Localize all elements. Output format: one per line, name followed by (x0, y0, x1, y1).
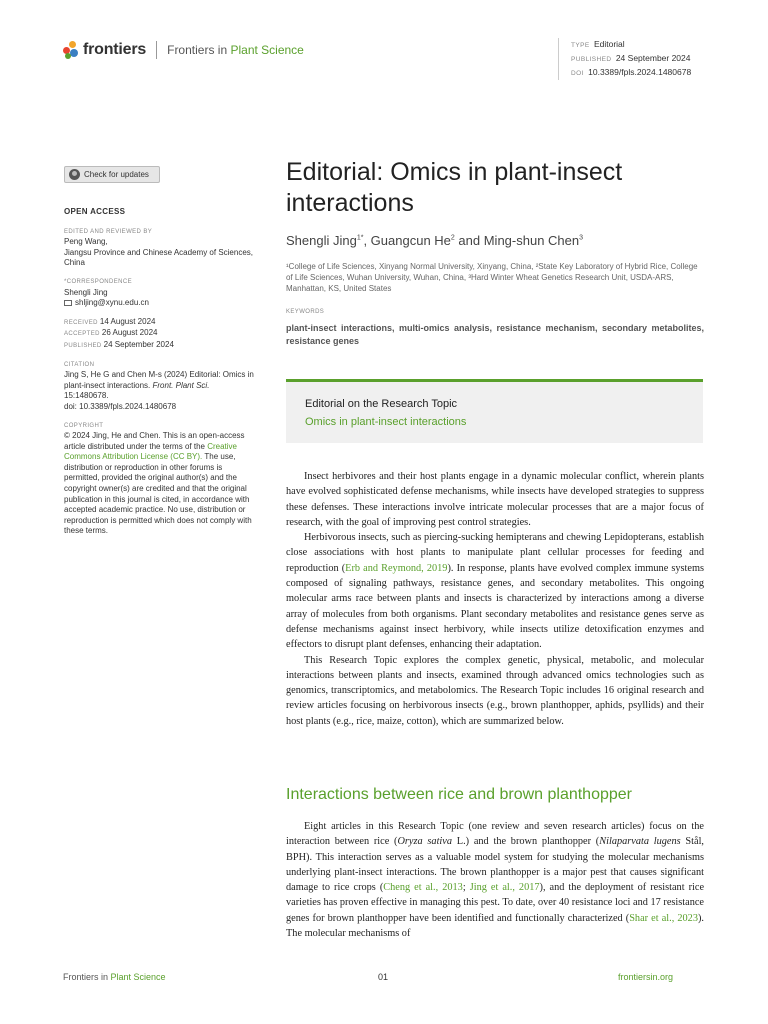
copyright-block: COPYRIGHT © 2024 Jing, He and Chen. This is an open-access article distributed under the terms of the Creative Commons Attribution License (CC BY). The use, distribution or reproduction in other forums is permitted, provided the original author(s) and the copyright owner(s) are credited and that the original publication in this journal is cited, in accordance with accepted academic practice. No use, distribution or reproduction is permitted which does not comply with these terms. (64, 422, 252, 536)
body-text (286, 819, 704, 941)
open-access-label: OPEN ACCESS (64, 207, 126, 216)
keywords: plant-insect interactions, multi-omics analysis, resistance mechanism, secondary metabolites, resistance genes (286, 323, 704, 346)
page-number: 01 (378, 972, 389, 982)
keywords-label: KEYWORDS (286, 309, 325, 315)
journal-name[interactable]: Frontiers in Plant Science (167, 43, 304, 57)
paragraph: This Research Topic explores the complex genetic, physical, metabolic, and molecular interactions between plants and insects, examined through advanced omics technologies such as genomics, transcriptomics, and metabolomics. The Research Topic includes 16 original research and review articles focusing on herbivorous insects (e.g., brown planthopper, aphids, psyllids) and their host plants (e.g., rice, maize, cotton), which are summarized below. (286, 654, 704, 727)
email-link[interactable]: shljing@xynu.edu.cn (75, 298, 149, 308)
doi-link[interactable]: 10.3389/fpls.2024.1480678 (588, 67, 692, 77)
author-link[interactable]: , Guangcun He (363, 233, 451, 248)
sidebar (64, 207, 254, 545)
frontiers-logo[interactable] (63, 41, 304, 59)
citation-link[interactable]: Jing et al., 2017 (469, 882, 540, 894)
citation-link[interactable]: Shar et al., 2023 (629, 912, 698, 924)
author-link[interactable]: Shengli Jing (286, 233, 357, 248)
research-topic-label: Editorial on the Research Topic (305, 398, 458, 410)
paragraph: Eight articles in this Research Topic (one review and seven research articles) focus on the interaction between rice (Oryza sativa L.) and the brown planthopper (Nilaparvata lugens Stål, BPH). This interaction serves as a valuable model system for studying the molecular mechanisms underlying plant-insect interactions. The brown planthopper is a major pest that causes significant damage to rice crops (Cheng et al., 2013; Jing et al., 2017), and the deployment of resistant rice varieties has proven effective in managing this pest. To date, over 40 resistance loci and 17 resistance genes for brown planthopper have been identified and functionally characterized (Shar et al., 2023). The molecular mechanisms of (286, 821, 705, 940)
footer-journal[interactable]: Frontiers in Plant Science (63, 972, 166, 982)
body-text (286, 469, 704, 729)
update-icon (69, 169, 80, 180)
author-list: Shengli Jing$^{1*}$, Guangcun He$^2$ and Ming-shun Chen$^3$ (286, 233, 584, 248)
footer-site-link[interactable]: frontiersin.org (618, 972, 674, 982)
correspondence-block: *CORRESPONDENCE Shengli Jing shljing@xynu.edu.cn (64, 278, 149, 308)
frontiers-logo-icon (63, 41, 79, 59)
citation-block: CITATION Jing S, He G and Chen M-s (2024) Editorial: Omics in plant-insect interactions. Front. Plant Sci. 15:1480678. doi: 10.3389/fpls.2024.1480678 (64, 361, 254, 411)
affiliations: ¹College of Life Sciences, Xinyang Normal University, Xinyang, China, ²State Key Laboratory of Hybrid Rice, College of Life Sciences, Wuhan University, Wuhan, China, ³Hard Winter Wheat Genetics Research Unit, USDA-ARS, Manhattan, KS, United States (286, 262, 698, 293)
citation-link[interactable]: Erb and Reymond, 2019 (345, 562, 448, 574)
check-for-updates-button[interactable]: Check for updates (64, 166, 160, 183)
brand-name: frontiers (83, 41, 147, 58)
paragraph: Insect herbivores and their host plants engage in a dynamic molecular conflict, wherein plants have evolved sophisticated defense mechanisms, while insects have developed strategies to suppress these defenses. These interactions involve intricate molecular processes that are a major focus of research, with the goal of improving pest control strategies. (286, 471, 704, 528)
article-meta: TYPE Editorial PUBLISHED 24 September 2024 DOI 10.3389/fpls.2024.1480678 (558, 38, 691, 80)
citation-link[interactable]: Cheng et al., 2013 (383, 882, 463, 894)
author-link[interactable]: and Ming-shun Chen (454, 233, 580, 248)
research-topic-box (286, 379, 703, 443)
paragraph: Herbivorous insects, such as piercing-sucking hemipterans and chewing Lepidopterans, establish close associations with host plants to manipulate plant cellular processes for feeding and reproduction (Erb and Reymond, 2019). In response, plants have evolved complex immune systems composed of signaling pathways, resistance genes, and secondary metabolites. This ongoing molecular arms race between plants and insects is characterized by interactions among a diverse array of molecules from both organisms. Plant secondary metabolites and resistance genes serve as defense mechanisms against insect herbivory, while insects utilize detoxification enzymes and effectors to disrupt plant defenses, enhancing their adaptation. (286, 532, 704, 651)
research-topic-link[interactable]: Omics in plant-insect interactions (305, 416, 467, 428)
email-icon (64, 300, 72, 306)
section-heading: Interactions between rice and brown planthopper (286, 786, 632, 803)
license-link[interactable]: Creative Commons Attribution License (CC BY). (64, 441, 237, 462)
header-divider (156, 41, 157, 59)
article-title: Editorial: Omics in plant-insect interactions (286, 158, 623, 217)
dates-block: RECEIVED 14 August 2024 ACCEPTED 26 August 2024 PUBLISHED 24 September 2024 (64, 316, 174, 349)
editor-block: EDITED AND REVIEWED BY Peng Wang, Jiangsu Province and Chinese Academy of Sciences, China (64, 228, 253, 268)
